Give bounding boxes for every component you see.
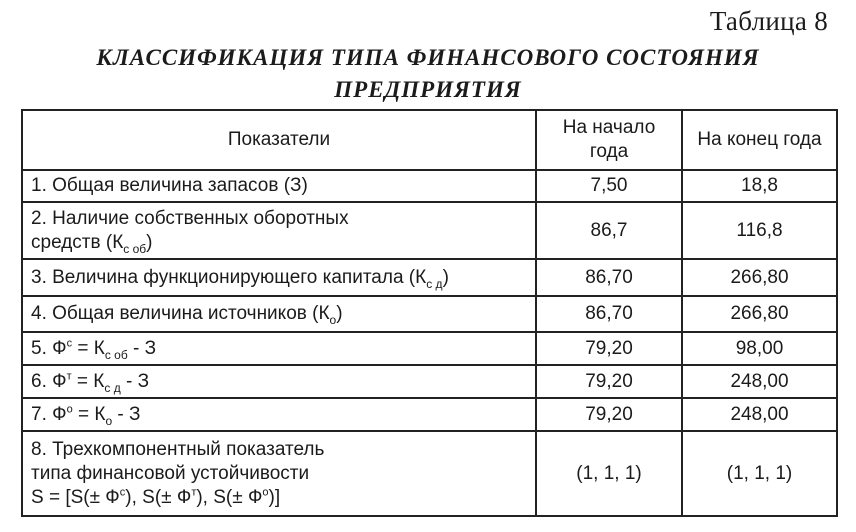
row-5-end: 98,00 [682, 332, 837, 365]
table-row [22, 202, 837, 259]
row-8-line-1: 8. Трехкомпонентный показатель [31, 438, 325, 460]
row-2-end: 116,8 [682, 202, 837, 259]
table-row [22, 398, 837, 431]
row-5-start: 79,20 [536, 332, 682, 365]
header-end-of-year: На конец года [682, 110, 837, 170]
row-8-end: (1, 1, 1) [682, 431, 837, 516]
row-3-indicator: 3. Величина функционирующего капитала $(К_{с д})$ [22, 259, 536, 296]
row-4-indicator: 4. Общая величина источников $(К_о)$ [22, 296, 536, 332]
row-3-start: 86,70 [536, 259, 682, 296]
header-start-line-1: На начало [562, 117, 656, 138]
table-row [22, 296, 837, 332]
row-1-indicator: 1. Общая величина запасов (З) [22, 170, 536, 202]
row-3-end: 266,80 [682, 259, 837, 296]
row-8-start: (1, 1, 1) [536, 431, 682, 516]
row-2-start: 86,7 [536, 202, 682, 259]
header-indicators: Показатели [22, 110, 536, 170]
row-1-start: 7,50 [536, 170, 682, 202]
heading-line-2: ПРЕДПРИЯТИЯ [334, 77, 522, 102]
row-4-start: 86,70 [536, 296, 682, 332]
row-4-end: 266,80 [682, 296, 837, 332]
row-1-end: 18,8 [682, 170, 837, 202]
row-5-indicator: 5. $Ф^с = К_{с об} - З$ [22, 332, 536, 365]
row-7-start: 79,20 [536, 398, 682, 431]
header-start-of-year [536, 110, 682, 170]
row-7-indicator: 7. $Ф^о = К_о - З$ [22, 398, 536, 431]
row-8-indicator [22, 431, 536, 516]
row-2-line-2: средств $(К_{с об})$ [31, 231, 153, 256]
table-heading [70, 42, 786, 106]
row-2-indicator [22, 202, 536, 259]
table-row [22, 431, 837, 516]
row-2-line-1: 2. Наличие собственных оборотных [31, 207, 349, 229]
table-row [22, 365, 837, 398]
row-8-line-2: типа финансовой устойчивости [31, 462, 310, 484]
table-row [22, 259, 837, 296]
row-6-end: 248,00 [682, 365, 837, 398]
table-number-label: Таблица 8 [709, 6, 828, 36]
table-row [22, 332, 837, 365]
header-start-line-2: года [589, 141, 629, 162]
row-7-end: 248,00 [682, 398, 837, 431]
heading-line-1: КЛАССИФИКАЦИЯ ТИПА ФИНАНСОВОГО СОСТОЯНИЯ [96, 45, 760, 70]
row-8-formula: $S = [S(\pm Ф^с)$, $S(\pm Ф^т)$, $S(\pm Ф^о)$] [31, 486, 281, 508]
header-row [22, 110, 837, 170]
row-6-indicator: 6. $Ф^т = К_{с д} - З$ [22, 365, 536, 398]
financial-state-table [21, 109, 838, 517]
table-row [22, 170, 837, 202]
row-6-start: 79,20 [536, 365, 682, 398]
